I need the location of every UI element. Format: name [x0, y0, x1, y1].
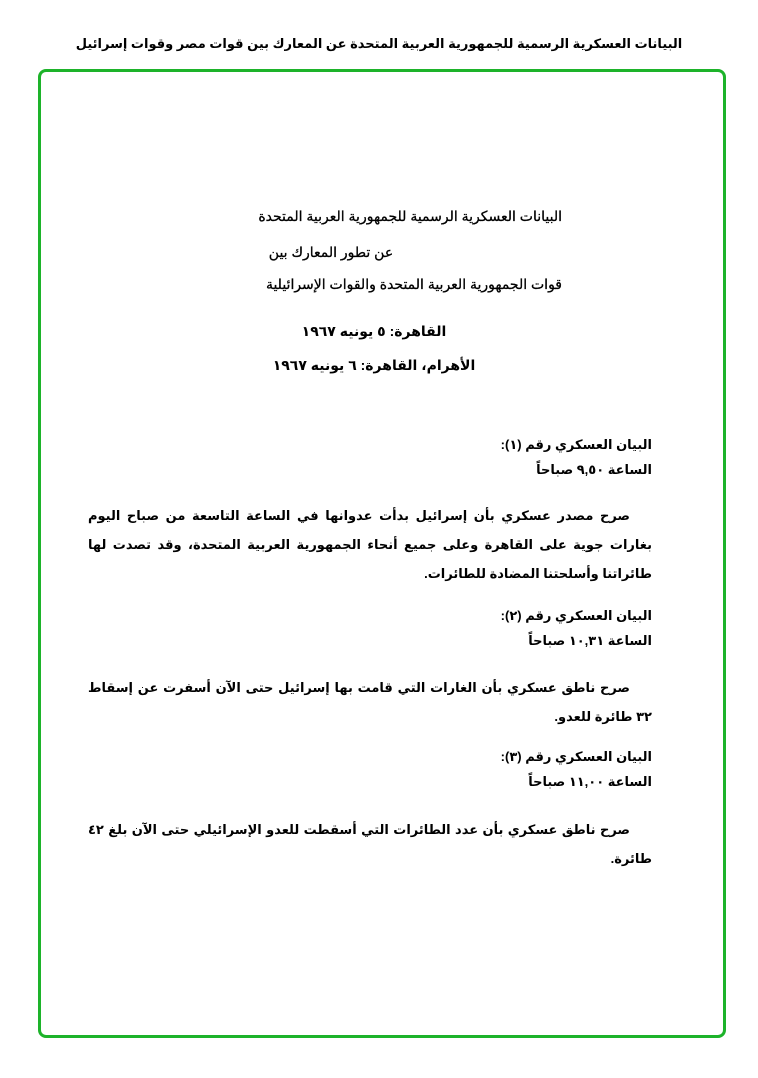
statement-3-body: صرح ناطق عسكري بأن عدد الطائرات التي أسقطت للعدو الإسرائيلي حتى الآن بلغ ٤٢ طائرة.	[88, 822, 652, 866]
title-line-1: البيانات العسكرية الرسمية للجمهورية العربية المتحدة	[258, 208, 562, 224]
statement-1-heading: البيان العسكري رقم (١):	[500, 437, 652, 452]
statement-3-heading: البيان العسكري رقم (٣):	[500, 749, 652, 764]
dateline-2: الأهرام، القاهرة: ٦ يونيه ١٩٦٧	[272, 357, 476, 373]
statement-3-time: الساعة ١١,٠٠ صباحاً	[528, 774, 652, 789]
title-line-2: عن تطور المعارك بين	[268, 244, 394, 260]
statement-1-time: الساعة ٩,٥٠ صباحاً	[536, 462, 652, 477]
statement-2-heading: البيان العسكري رقم (٢):	[500, 608, 652, 623]
statement-2-body: صرح ناطق عسكري بأن الغارات التي قامت بها إسرائيل حتى الآن أسفرت عن إسقاط ٣٢ طائرة للعدو.	[88, 680, 652, 724]
dateline-1: القاهرة: ٥ يونيه ١٩٦٧	[301, 323, 447, 339]
statement-1-body: صرح مصدر عسكري بأن إسرائيل بدأت عدوانها في الساعة التاسعة من صباح اليوم بغارات جوية على القاهرة وعلى جميع أنحاء الجمهورية العربية المتحدة، وقد تصدت لها طائراتنا وأسلحتنا المضادة للطائرات.	[88, 508, 652, 581]
title-line-3: قوات الجمهورية العربية المتحدة والقوات الإسرائيلية	[265, 276, 562, 292]
running-header: البيانات العسكرية الرسمية للجمهورية العربية المتحدة عن المعارك بين قوات مصر وقوات إسرائيل	[75, 36, 683, 51]
statement-2-time: الساعة ١٠,٣١ صباحاً	[528, 633, 652, 648]
